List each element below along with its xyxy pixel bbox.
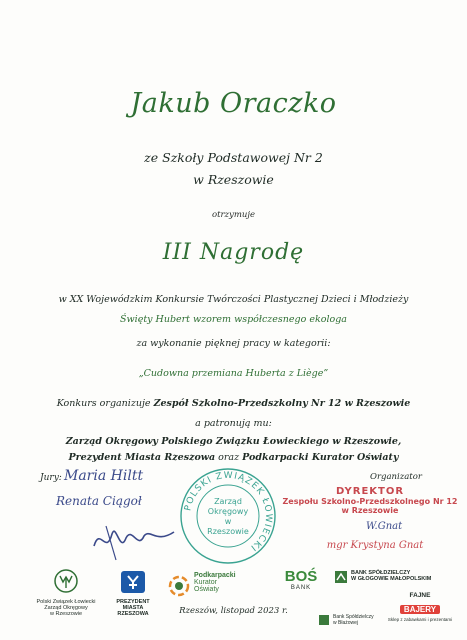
bank-line-1: BANK SPÓŁDZIELCZY: [351, 570, 411, 576]
organizer-role: Organizator: [370, 472, 422, 482]
contest-category: „Cudowna przemiana Huberta z Liège”: [138, 368, 329, 379]
patron-1: Zarząd Okręgowy Polskiego Związku Łowieckiego w Rzeszowie,: [65, 436, 402, 447]
bos-bank: BANK: [290, 585, 312, 591]
contest-theme: Święty Hubert wzorem współczesnego ekologa: [120, 314, 347, 325]
kurator-line-2: Kurator: [194, 579, 217, 586]
kurator-logo: [168, 572, 250, 593]
hunting-association-stamp: [178, 466, 278, 566]
bank-emblem-icon: [334, 570, 348, 584]
pzl-line-1: Polski Związek Łowiecki: [36, 599, 96, 605]
prezydent-line-3: RZESZOWA: [117, 611, 149, 617]
rzeszow-emblem-icon: [120, 570, 146, 594]
patron-2a: Prezydent Miasta Rzeszowa: [68, 452, 216, 463]
patron-2-line: [0, 452, 467, 463]
school-line-1: ze Szkoły Podstawowej Nr 2: [144, 150, 323, 165]
place-date: Rzeszów, listopad 2023 r.: [179, 606, 288, 616]
jury-signature-3: [86, 516, 181, 566]
award-title: III Nagrodę: [162, 240, 305, 265]
director-signature: mgr Krystyna Gnat: [326, 540, 424, 551]
organizer-prefix: Konkurs organizuje: [56, 398, 151, 409]
stamp-ring-text: POLSKI ZWIĄZEK ŁOWIECKI: [183, 470, 274, 553]
bos-logo: [276, 568, 326, 591]
organizer-line: [0, 398, 467, 409]
director-line-2: Zespołu Szkolno-Przedszkolnego Nr 12: [282, 497, 458, 506]
pzl-line-3: w Rzeszowie: [49, 611, 83, 617]
stamp-center-4: Rzeszowie: [207, 527, 249, 536]
organizer-name: Zespół Szkolno-Przedszkolny Nr 12 w Rzeszowie: [153, 398, 411, 409]
school-line-2: w Rzeszowie: [193, 172, 274, 187]
patron-2c: Podkarpacki Kurator Oświaty: [242, 452, 399, 463]
stamp-center-2: Okręgowy: [207, 507, 249, 516]
for-work-text: za wykonanie pięknej pracy w kategorii:: [136, 338, 331, 349]
pzl-line-2: Zarząd Okręgowy: [44, 605, 88, 611]
bank-glogow-logo: [334, 570, 462, 582]
stamp-center-1: Zarząd: [214, 497, 242, 506]
jury-label: Jury:: [40, 473, 62, 483]
contest-line: w XX Wojewódzkim Konkursie Twórczości Plastycznej Dzieci i Młodzieży: [58, 294, 409, 305]
receives-text: otrzymuje: [211, 210, 256, 220]
recipient-name: Jakub Oraczko: [130, 88, 337, 119]
director-scribble: W.Gnat: [366, 521, 403, 532]
director-stamp: [280, 486, 460, 515]
director-line-3: w Rzeszowie: [341, 506, 399, 515]
prezydent-line-1: PREZYDENT: [116, 599, 150, 605]
fajne-line-3: Sklep z zabawkami i prezentami: [387, 617, 453, 622]
stamp-center-3: w: [224, 517, 232, 526]
kurator-emblem-icon: [168, 574, 190, 598]
kurator-line-3: Oświaty: [194, 586, 219, 593]
director-title: DYREKTOR: [335, 486, 405, 497]
bank2-line-1: Bank Spółdzielczy: [333, 614, 374, 620]
bos-mark: BOŚ: [284, 568, 318, 585]
bank2-line-2: w Błażowej: [333, 620, 359, 626]
patronage-text: a patronują mu:: [195, 418, 272, 429]
prezydent-line-2: MIASTA: [122, 605, 144, 611]
patron-2b: oraz: [218, 452, 240, 463]
pzl-emblem-icon: [54, 568, 78, 594]
kurator-line-1: Podkarpacki: [194, 572, 236, 579]
fajne-line-1: FAJNE: [409, 592, 431, 599]
jury-signature-1: Maria Hiltt: [64, 468, 144, 484]
jury-signature-2: Renata Ciągoł: [56, 494, 142, 508]
fajne-line-2: BAJERY: [400, 605, 440, 614]
bank-line-2: W GŁOGOWIE MAŁOPOLSKIM: [351, 576, 432, 582]
